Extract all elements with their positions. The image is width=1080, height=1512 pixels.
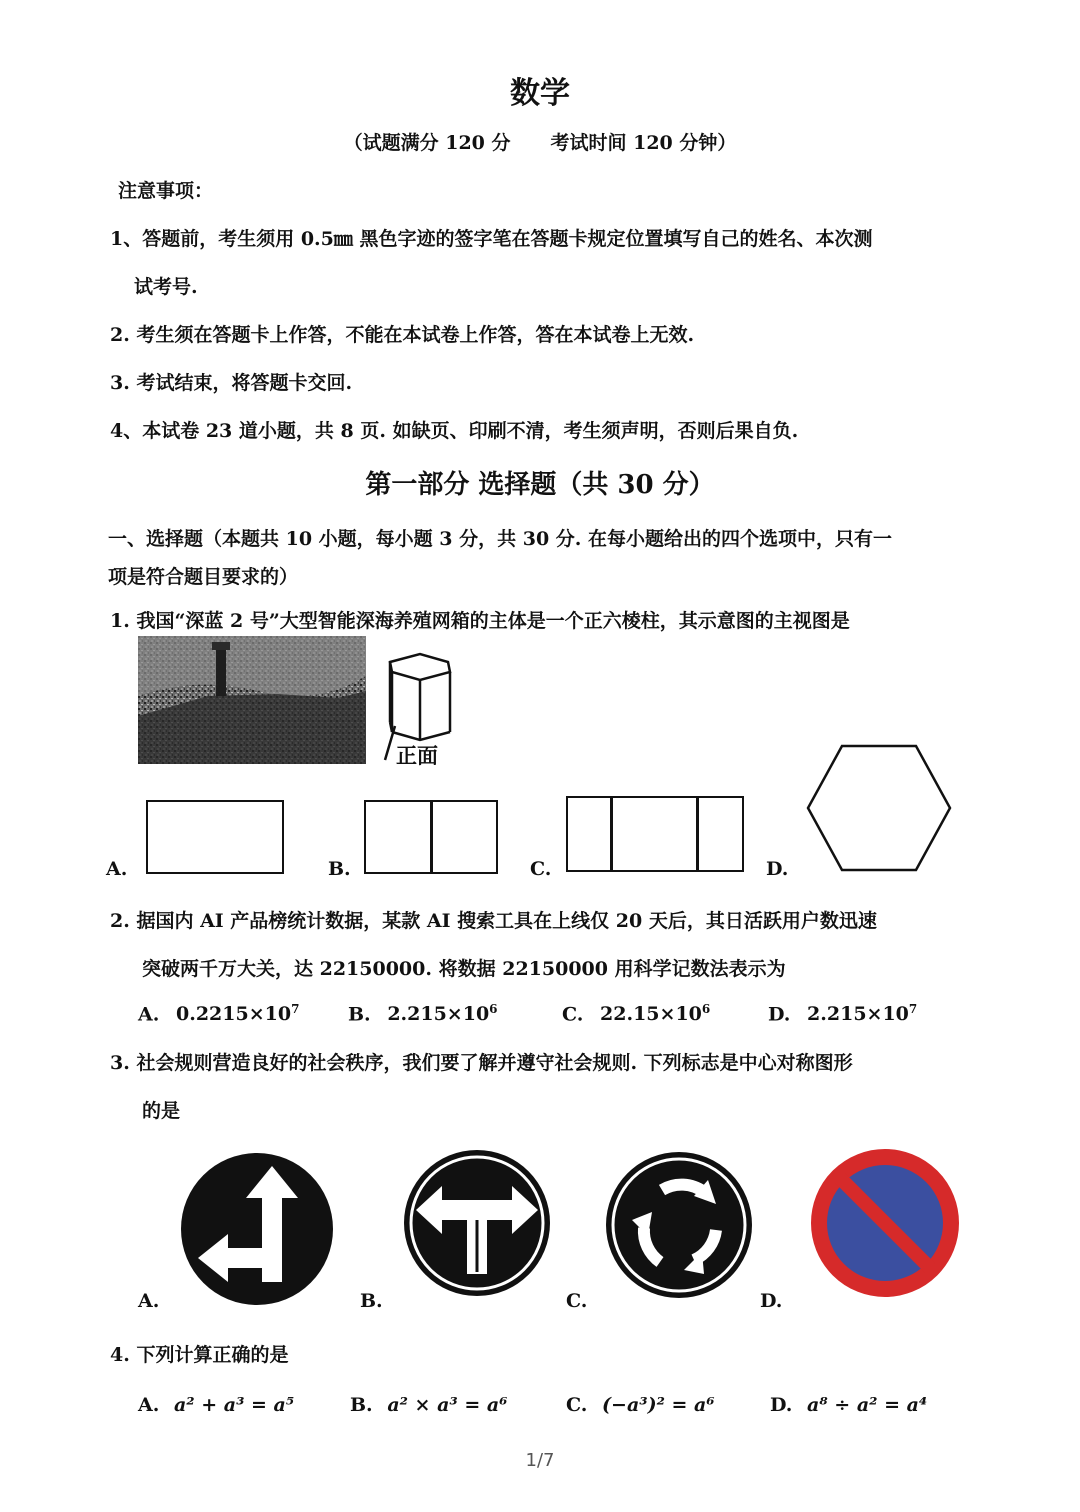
q4-option-a[interactable] bbox=[138, 1394, 294, 1416]
option-exponent: 7 bbox=[291, 1002, 300, 1016]
q1-option-a-label: A. bbox=[106, 858, 128, 880]
section-instructions-cont: 项是符合题目要求的） bbox=[108, 566, 299, 588]
sign-straight-or-left-icon[interactable] bbox=[180, 1152, 334, 1306]
note-item-3: 3. 考试结束，将答题卡交回. bbox=[110, 372, 353, 394]
sign-roundabout-icon[interactable] bbox=[604, 1150, 754, 1300]
option-label: C. bbox=[566, 1394, 588, 1416]
note-item-1-cont: 试考号. bbox=[134, 276, 198, 298]
option-value: 0.2215×10 bbox=[175, 1003, 292, 1026]
option-expression: a² + a³ = a⁵ bbox=[173, 1394, 295, 1416]
option-value: 22.15×10 bbox=[600, 1003, 702, 1026]
section-instructions: 一、选择题（本题共 10 小题，每小题 3 分，共 30 分. 在每小题给出的四个选项中，只有一 bbox=[108, 528, 893, 550]
option-label: D. bbox=[768, 1003, 791, 1026]
option-value: 2.215×10 bbox=[387, 1003, 490, 1026]
front-label: 正面 bbox=[396, 743, 438, 768]
q1-option-c-label: C. bbox=[530, 858, 552, 880]
q2-option-b[interactable] bbox=[348, 1002, 498, 1025]
option-expression: (−a³)² = a⁶ bbox=[602, 1394, 715, 1416]
question-2: 2. 据国内 AI 产品榜统计数据，某款 AI 搜索工具在上线仅 20 天后，其日活跃用户数迅速 bbox=[110, 910, 877, 932]
q2-option-a[interactable] bbox=[138, 1002, 299, 1025]
divider bbox=[610, 798, 613, 870]
option-label: D. bbox=[770, 1394, 793, 1416]
q1-option-b-label: B. bbox=[328, 858, 351, 880]
q4-option-b[interactable] bbox=[350, 1394, 508, 1416]
q1-option-a-shape[interactable] bbox=[146, 800, 284, 874]
divider bbox=[430, 802, 433, 872]
page-number: 1/7 bbox=[525, 1450, 555, 1471]
q1-option-c-shape[interactable] bbox=[566, 796, 744, 872]
question-2-cont: 突破两千万大关，达 22150000. 将数据 22150000 用科学记数法表示为 bbox=[142, 958, 786, 980]
question-4: 4. 下列计算正确的是 bbox=[110, 1344, 289, 1366]
full-score: （试题满分 120 分 bbox=[343, 132, 511, 154]
option-expression: a⁸ ÷ a² = a⁴ bbox=[807, 1394, 928, 1416]
option-label: A. bbox=[138, 1394, 160, 1416]
q2-option-d[interactable] bbox=[768, 1002, 917, 1025]
q3-option-c-label: C. bbox=[566, 1290, 588, 1312]
net-cage-photo bbox=[138, 636, 366, 764]
q3-option-a-label: A. bbox=[138, 1290, 160, 1312]
q1-option-b-shape[interactable] bbox=[364, 800, 498, 874]
option-exponent: 6 bbox=[701, 1002, 711, 1016]
q1-option-d-hexagon[interactable] bbox=[804, 744, 954, 874]
sign-left-or-right-icon[interactable] bbox=[402, 1148, 552, 1298]
option-label: A. bbox=[138, 1003, 160, 1026]
option-label: C. bbox=[562, 1003, 584, 1026]
question-3-cont: 的是 bbox=[142, 1100, 181, 1122]
q1-option-d-label: D. bbox=[766, 858, 789, 880]
note-item-1: 1、答题前，考生须用 0.5㎜ 黑色字迹的签字笔在答题卡规定位置填写自己的姓名、本次测 bbox=[110, 228, 873, 250]
section-title: 第一部分 选择题（共 30 分） bbox=[365, 470, 715, 500]
question-1: 1. 我国“深蓝 2 号”大型智能深海养殖网箱的主体是一个正六棱柱，其示意图的主视图是 bbox=[110, 610, 850, 632]
question-3: 3. 社会规则营造良好的社会秩序，我们要了解并遵守社会规则. 下列标志是中心对称图形 bbox=[110, 1052, 853, 1074]
divider bbox=[696, 798, 699, 870]
note-item-2: 2. 考生须在答题卡上作答，不能在本试卷上作答，答在本试卷上无效. bbox=[110, 324, 695, 346]
q4-option-d[interactable] bbox=[770, 1394, 927, 1416]
exam-time: 考试时间 120 分钟） bbox=[550, 132, 737, 154]
option-exponent: 6 bbox=[489, 1002, 498, 1016]
sign-no-parking-icon[interactable] bbox=[810, 1148, 960, 1298]
note-item-4: 4、本试卷 23 道小题，共 8 页. 如缺页、印刷不清，考生须声明，否则后果自负. bbox=[110, 420, 799, 442]
q4-option-c[interactable] bbox=[566, 1394, 715, 1416]
option-value: 2.215×10 bbox=[807, 1003, 909, 1026]
page-title: 数学 bbox=[510, 76, 570, 111]
option-expression: a² × a³ = a⁶ bbox=[387, 1394, 508, 1416]
notes-heading: 注意事项： bbox=[118, 180, 214, 202]
q3-option-d-label: D. bbox=[760, 1290, 783, 1312]
exam-info bbox=[0, 128, 1080, 155]
option-label: B. bbox=[348, 1003, 371, 1026]
q3-option-b-label: B. bbox=[360, 1290, 383, 1312]
q2-option-c[interactable] bbox=[562, 1002, 710, 1025]
option-exponent: 7 bbox=[908, 1002, 918, 1016]
option-label: B. bbox=[350, 1394, 373, 1416]
